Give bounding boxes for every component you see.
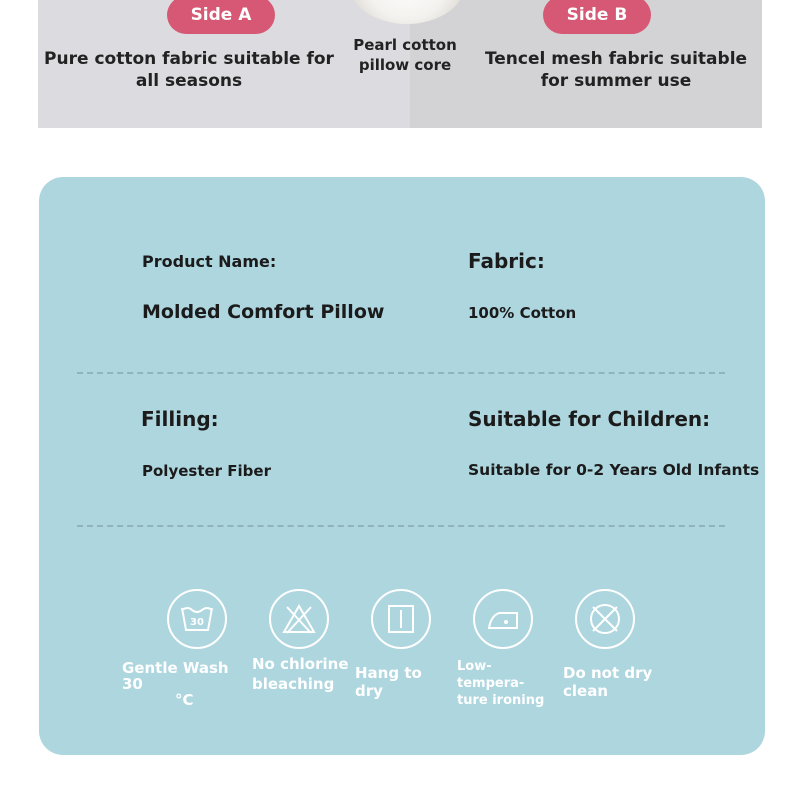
no-bleach-icon xyxy=(269,589,329,649)
children-label: Suitable for Children: xyxy=(468,407,711,431)
spec-divider-1 xyxy=(77,372,725,374)
care-label-no-bleach-line2: bleaching xyxy=(252,675,335,693)
product-spec-card xyxy=(39,177,765,755)
care-label-low-iron xyxy=(457,658,557,709)
spec-divider-2 xyxy=(77,525,725,527)
care-label-low-iron-line1: Low-tempera- xyxy=(457,659,525,691)
care-label-gentle-wash-line1: Gentle Wash 30 xyxy=(122,659,229,693)
care-item-no-dry-clean xyxy=(575,589,635,649)
pillow-core-caption-line2: pillow core xyxy=(358,56,452,74)
fabric-value: 100% Cotton xyxy=(468,304,577,322)
wash-temp-text: 30 xyxy=(190,617,204,628)
wash-basin-30-icon xyxy=(167,589,227,649)
care-item-hang-dry xyxy=(371,589,431,649)
side-b-badge: Side B xyxy=(543,0,651,34)
side-b-description: Tencel mesh fabric suitable for summer use xyxy=(484,49,748,91)
product-banner xyxy=(38,0,762,128)
product-name-label: Product Name: xyxy=(142,252,277,271)
children-value: Suitable for 0-2 Years Old Infants xyxy=(468,461,760,479)
hang-dry-icon xyxy=(371,589,431,649)
care-label-gentle-wash-line2: °C xyxy=(175,691,194,709)
care-label-low-iron-line2: ture ironing xyxy=(457,693,545,708)
side-a-badge: Side A xyxy=(167,0,275,34)
care-label-no-dry-clean: Do not dry clean xyxy=(563,664,653,700)
care-label-hang-dry: Hang to dry xyxy=(355,664,422,700)
care-item-gentle-wash xyxy=(167,589,227,649)
side-a-description: Pure cotton fabric suitable for all seasons xyxy=(44,49,334,91)
care-label-no-bleach-line1: No chlorine xyxy=(252,655,349,673)
product-name-value: Molded Comfort Pillow xyxy=(142,301,385,323)
low-iron-icon xyxy=(473,589,533,649)
care-item-no-bleach xyxy=(269,589,329,649)
no-dry-clean-icon xyxy=(575,589,635,649)
care-label-gentle-wash xyxy=(122,660,246,708)
filling-value: Polyester Fiber xyxy=(142,462,271,480)
care-item-low-iron xyxy=(473,589,533,649)
fabric-label: Fabric: xyxy=(468,249,545,273)
pillow-core-caption-line1: Pearl cotton xyxy=(353,36,457,54)
pillow-core-caption xyxy=(350,35,460,75)
filling-label: Filling: xyxy=(141,407,219,431)
care-label-no-bleach xyxy=(252,654,352,694)
